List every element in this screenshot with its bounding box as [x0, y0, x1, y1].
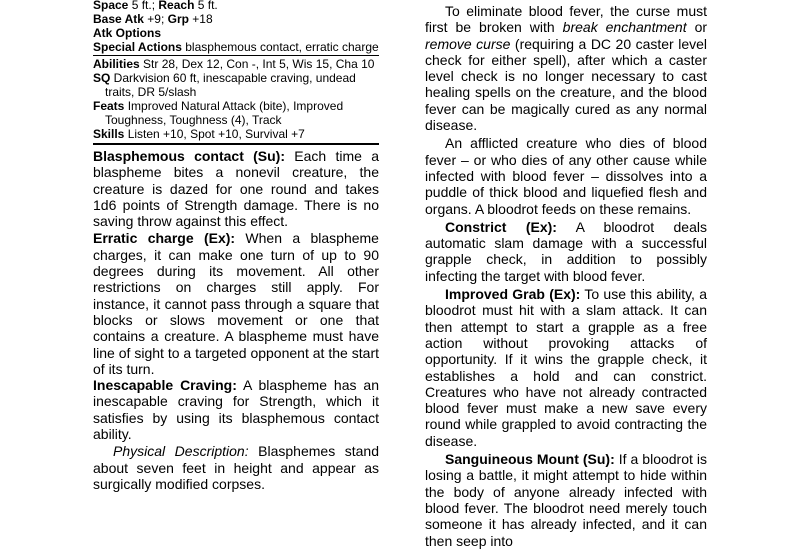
grp-label: Grp [167, 12, 189, 26]
stat-special-actions [93, 40, 379, 54]
ability-title: Improved Grab (Ex): [445, 286, 581, 303]
ability-erratic-charge [93, 230, 379, 377]
ability-title: Sanguineous Mount (Su): [445, 451, 615, 468]
physical-title: Physical Description: [113, 443, 249, 460]
stat-sq [93, 71, 379, 99]
stat-skills [93, 127, 379, 141]
special-actions-label: Special Actions [93, 40, 182, 54]
space-label: Space [93, 0, 129, 12]
sq-value: Darkvision 60 ft, inescapable craving, undead traits, DR 5/slash [105, 71, 356, 99]
ability-text: To use this ability, a bloodrot must hit with a slam attack. It can then attempt to start a grapple as a free action without provoking attacks of opportunity. If it wins the grapple check, it establishes a hold and can constrict. Creatures who have not already contracted blood fever must make a new save every round while grappled to avoid contracting the disease. [425, 286, 707, 449]
text-run: (requiring a DC 20 caster level check for either spell), after which a caster level check is no longer necessary to cast healing spells on the creature, and the blood fever can be magically cured as any normal disease. [425, 35, 707, 134]
feats-value: Improved Natural Attack (bite), Improved Toughness, Toughness (4), Track [105, 99, 344, 127]
abilities-label: Abilities [93, 57, 140, 71]
skills-label: Skills [93, 127, 125, 141]
ability-text: When a blaspheme charges, it can make one turn of up to 90 degrees during its movement. All other restrictions on charges still apply. For instance, it cannot pass through a square that blocks or slows movement or one that contains a creature. A blaspheme must have line of sight to a targeted opponent at the start of its turn. [93, 230, 379, 377]
text-run: or [686, 19, 708, 36]
ability-text: Each time a blaspheme bites a nonevil creature, the creature is dazed for one round and takes 1d6 points of Strength damage. There is no saving throw against this effect. [93, 148, 379, 230]
stat-space [93, 0, 379, 12]
grp-value: +18 [188, 12, 213, 26]
physical-text: Blasphemes stand about seven feet in height and appear as surgically modified corpses. [93, 443, 380, 492]
stat-base-atk [93, 12, 379, 26]
ability-improved-grab [425, 286, 707, 449]
paragraph-dissolve: An afflicted creature who dies of blood fever – or who dies of any other cause while infected with blood fever – dissolves into a puddle of thick blood and liquefied flesh and organs. A bloodrot feeds on these remains. [425, 135, 707, 217]
divider-thick [93, 143, 379, 145]
stat-block [93, 0, 379, 145]
divider [93, 55, 379, 56]
reach-label: Reach [158, 0, 195, 12]
spell-name: break enchantment [562, 19, 687, 36]
stat-atk-options [93, 26, 379, 40]
ability-title: Inescapable Craving: [93, 377, 237, 394]
spell-name: remove curse [425, 35, 511, 52]
text-run: To eliminate blood fever, the curse must first be broken with [425, 3, 707, 36]
ability-title: Erratic charge (Ex): [93, 230, 236, 247]
atk-options-label: Atk Options [93, 26, 161, 40]
ability-title: Constrict (Ex): [445, 218, 557, 235]
ability-sanguineous-mount [425, 451, 707, 549]
base-atk-value: +9; [143, 12, 168, 26]
ability-text: A bloodrot deals automatic slam damage with a successful grapple check, in addition to possibly infecting the target with blood fever. [425, 218, 707, 284]
ability-constrict [425, 219, 707, 284]
paragraph-curse [425, 3, 707, 133]
reach-value: 5 ft. [194, 0, 218, 12]
special-actions-value: blasphemous contact, erratic charge [181, 40, 379, 54]
sq-label: SQ [93, 71, 111, 85]
ability-inescapable-craving [93, 377, 379, 442]
stat-abilities [93, 57, 379, 71]
ability-title: Blasphemous contact (Su): [93, 148, 286, 164]
skills-value: Listen +10, Spot +10, Survival +7 [124, 127, 305, 141]
ability-text: A blaspheme has an inescapable craving for Strength, which it satisfies by using its blasphemous contact ability. [93, 377, 379, 443]
left-column [93, 0, 379, 492]
space-value: 5 ft.; [128, 0, 159, 12]
feats-label: Feats [93, 99, 125, 113]
ability-blasphemous-contact [93, 148, 379, 229]
ability-text: If a bloodrot is losing a battle, it might attempt to hide within the body of anyone already infected with blood fever. The bloodrot need merely touch someone it has already infected, and it can then seep into [425, 451, 708, 549]
stat-feats [93, 99, 379, 127]
abilities-value: Str 28, Dex 12, Con -, Int 5, Wis 15, Cha 10 [139, 57, 375, 71]
right-column [425, 3, 707, 549]
base-atk-label: Base Atk [93, 12, 144, 26]
physical-description [93, 443, 379, 492]
